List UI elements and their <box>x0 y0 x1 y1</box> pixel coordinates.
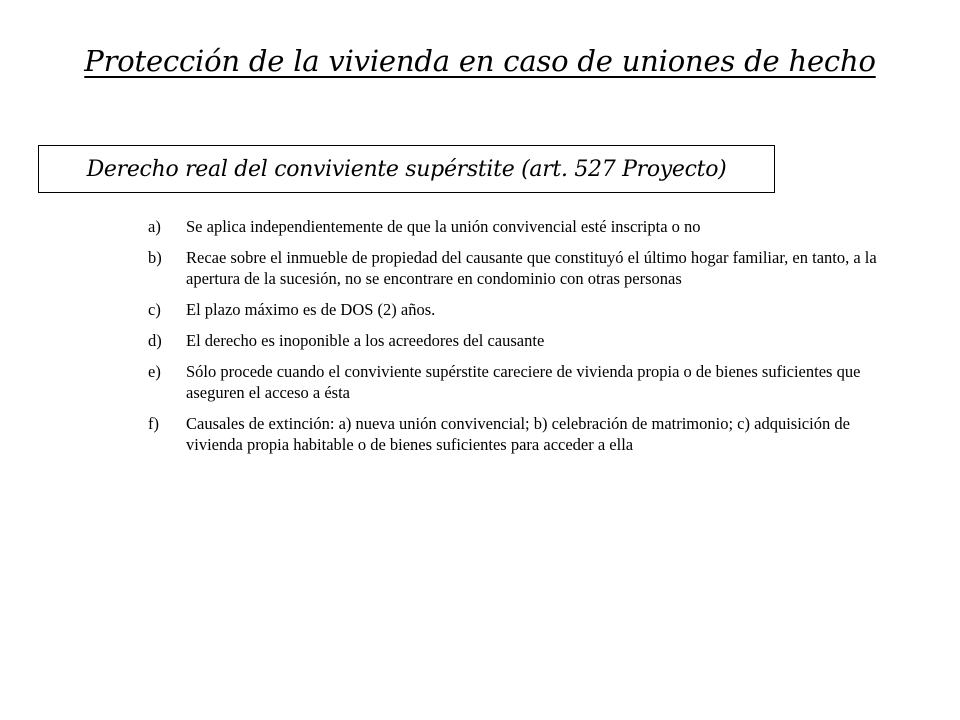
item-list <box>148 216 878 465</box>
slide-title: Protección de la vivienda en caso de uniones de hecho <box>84 44 876 78</box>
list-item <box>148 330 878 351</box>
list-item-marker: d) <box>148 331 162 350</box>
list-item-text: Causales de extinción: a) nueva unión convivencial; b) celebración de matrimonio; c) adquisición de vivienda propia habitable o de bienes suficientes para acceder a ella <box>186 414 850 454</box>
list-item <box>148 361 878 403</box>
subtitle-box <box>38 145 775 193</box>
list-item-text: El derecho es inoponible a los acreedores del causante <box>186 331 545 350</box>
list-item <box>148 413 878 455</box>
list-item-text: Se aplica independientemente de que la unión convivencial esté inscripta o no <box>186 217 701 236</box>
list-item-text: Sólo procede cuando el conviviente supérstite careciere de vivienda propia o de bienes suficientes que aseguren el acceso a ésta <box>186 362 861 402</box>
list-item <box>148 216 878 237</box>
list-item-marker: c) <box>148 300 161 319</box>
list-item-marker: f) <box>148 414 159 433</box>
list-item <box>148 247 878 289</box>
list-item-text: Recae sobre el inmueble de propiedad del causante que constituyó el último hogar familiar, en tanto, a la apertura de la sucesión, no se encontrare en condominio con otras personas <box>186 248 877 288</box>
list-item-marker: e) <box>148 362 161 381</box>
list-item <box>148 299 878 320</box>
list-item-marker: b) <box>148 248 162 267</box>
list-item-text: El plazo máximo es de DOS (2) años. <box>186 300 436 319</box>
subtitle-text: Derecho real del conviviente supérstite (art. 527 Proyecto) <box>86 156 727 182</box>
list-item-marker: a) <box>148 217 161 236</box>
